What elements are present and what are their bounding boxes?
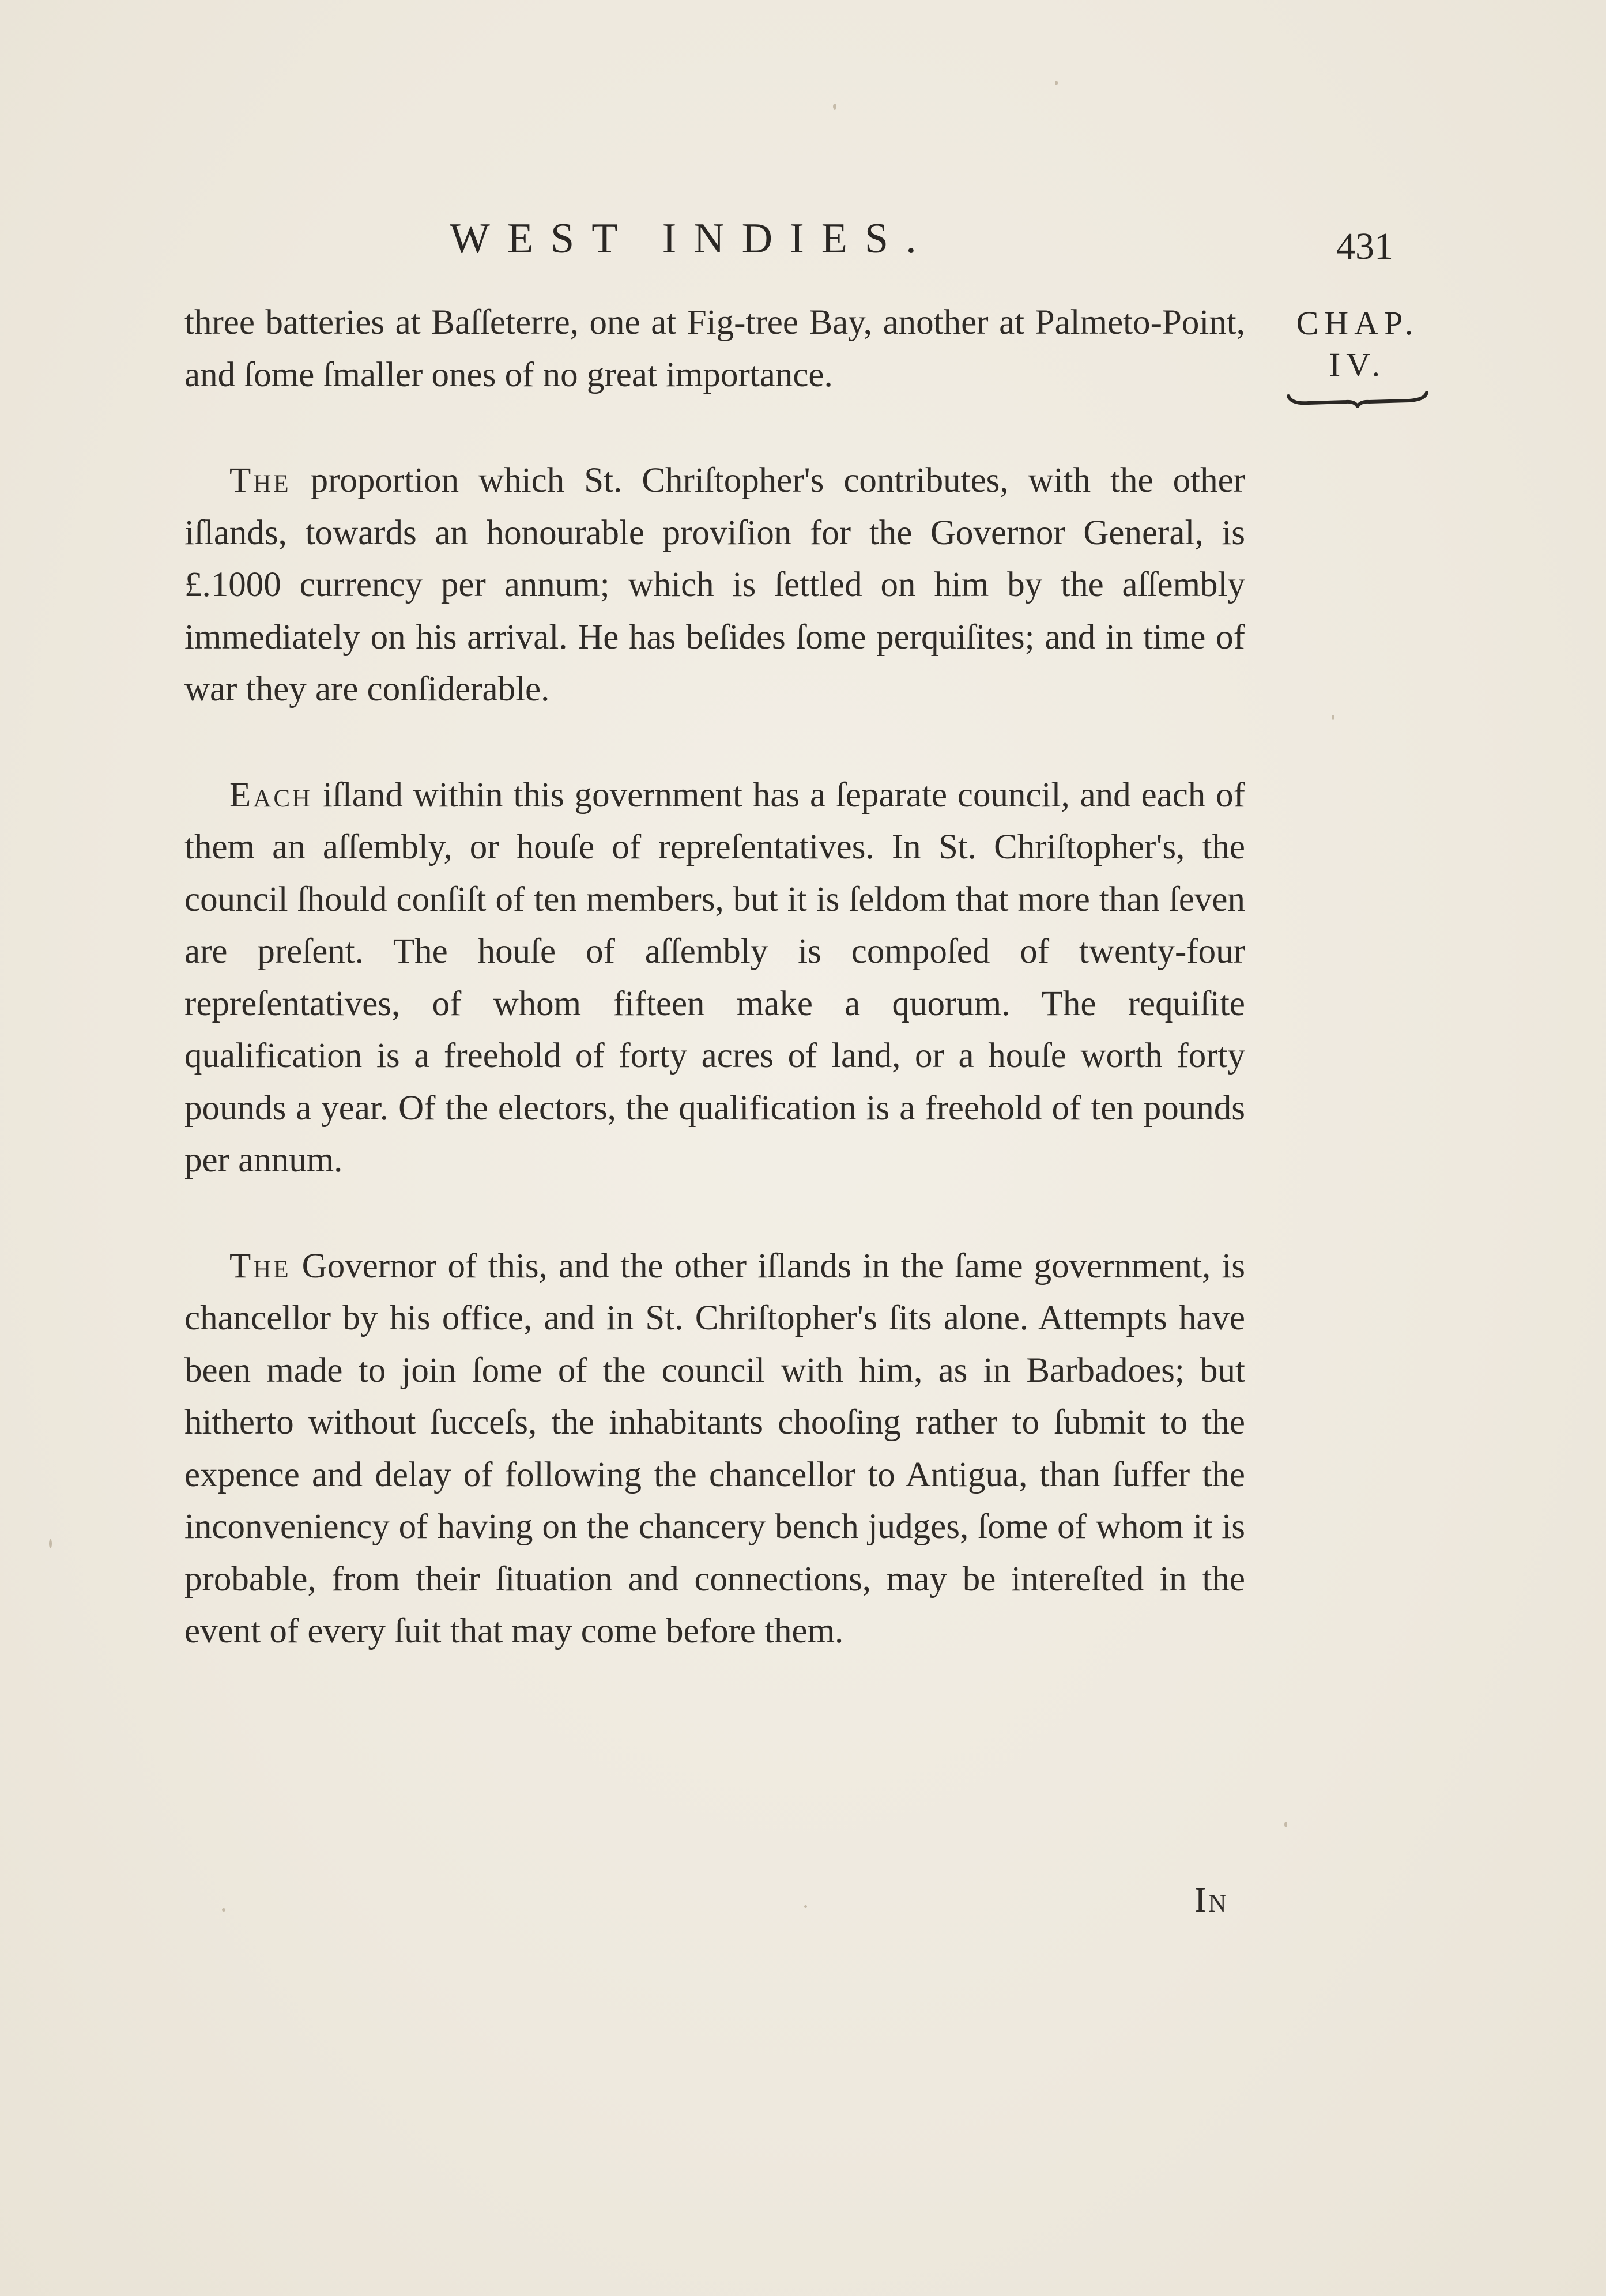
paragraph-lead: The [229,1246,291,1285]
paragraph-text: three batteries at Baſſeterre, one at Fig-tree Bay, another at Palmeto-Point, and ſome ſmaller ones of no great importance. [184,303,1245,394]
chapter-number: IV. [1329,346,1386,383]
paper-spot [49,1539,52,1548]
running-head: WEST INDIES. [450,215,934,262]
paragraph-text: proportion which St. Chriſtopher's contributes, with the other iſlands, towards an honourable proviſion for the Governor General, is £.1000 currency per annum; which is ſettled on him by the aſſembly immediately on his arrival. He has beſides ſome perquiſites; and in time of war they are conſiderable. [184,461,1245,708]
paper-spot [1055,81,1058,85]
body-text [184,297,1245,1711]
paragraph-text: Governor of this, and the other iſlands in the ſame government, is chancellor by his office, and in St. Chriſtopher's ſits alone. Attempts have been made to join ſome of the council with him, as in Barbadoes; but hitherto without ſucceſs, the inhabitants chooſing rather to ſubmit to the expence and delay of following the chancellor to Antigua, than ſuffer the inconveniency of having on the chancery bench judges, ſome of whom it is probable, from their ſituation and connections, may be intereſted in the event of every ſuit that may come before them. [184,1246,1245,1650]
chapter-label: CHAP. [1296,304,1419,342]
paper-spot [804,1905,807,1908]
paragraph-council-assembly [184,770,1245,1187]
page-number: 431 [1336,225,1393,267]
paper-spot [1284,1822,1287,1827]
paragraph-chancellor [184,1241,1245,1658]
paper-spot [222,1908,225,1912]
paragraph-governor-provision [184,455,1245,716]
paragraph-batteries [184,297,1245,401]
paragraph-text: iſland within this government has a ſeparate council, and each of them an aſſembly, or houſe of repreſentatives. In St. Chriſtopher's, the council ſhould conſiſt of ten members, but it is ſeldom that more than ſeven are preſent. The houſe of aſſembly is compoſed of twenty-four repreſentatives, of whom fifteen make a quorum. The requiſite qualification is a freehold of forty acres of land, or a houſe worth forty pounds a year. Of the electors, the qualification is a freehold of ten pounds per annum. [184,775,1245,1179]
paragraph-lead: The [229,461,291,500]
paper-spot [1332,715,1334,720]
catchword: In [1194,1881,1229,1920]
brace-icon [1285,390,1430,408]
paragraph-lead: Each [229,775,313,815]
margin-chapter-note [1277,303,1438,408]
paper-spot [833,104,836,110]
